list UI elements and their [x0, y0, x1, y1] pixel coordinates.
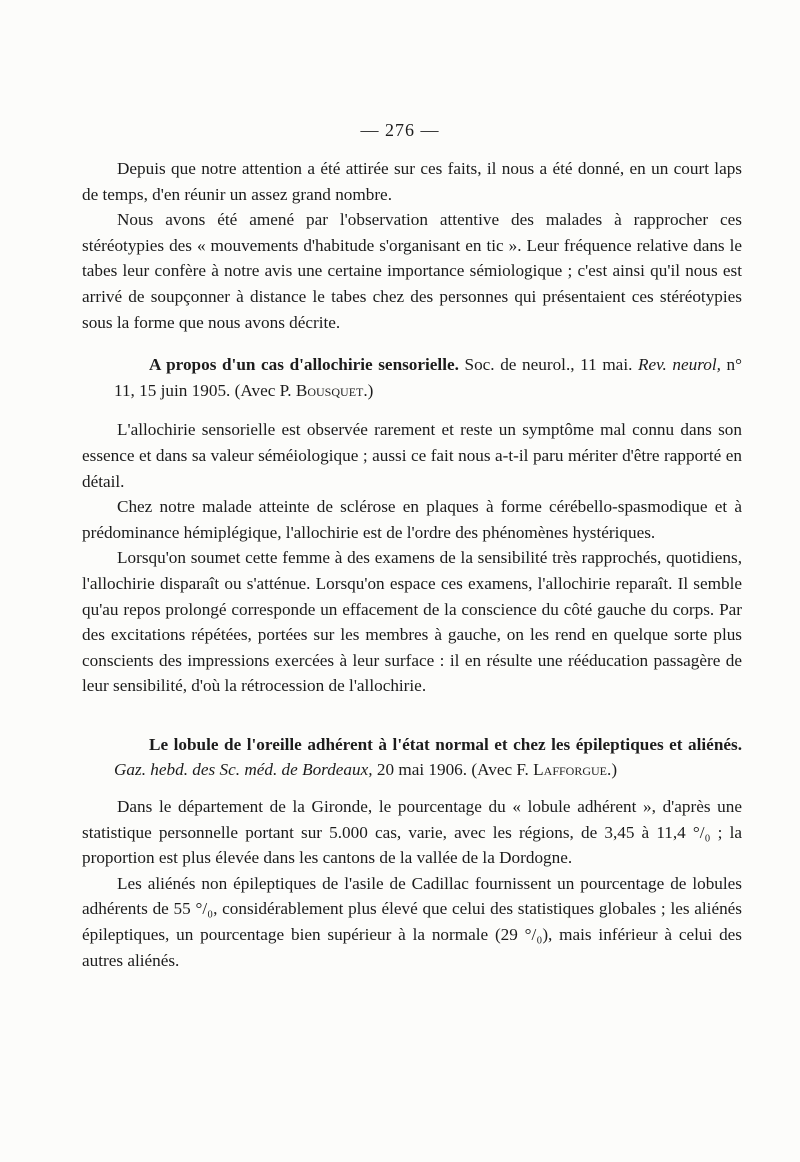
page-body [82, 156, 742, 973]
reference-coauthor: Lafforgue [533, 760, 608, 780]
body-paragraph: L'allochirie sensorielle est observée rarement et reste un symptôme mal connu dans son essence et dans sa valeur séméiologique ; aussi ce fait nous a-t-il paru mériter d'être rapporté en détail. [82, 420, 742, 491]
body-paragraph: Dans le département de la Gironde, le pourcentage du « lobule adhérent », d'après une statistique personnelle portant sur 5.000 cas, varie, avec les régions, de 3,45 à 11,4 °/₀ ; la proportion est plus élevée dans les cantons de la vallée de la Dordogne. [82, 797, 742, 868]
spacer [82, 403, 742, 417]
reference-journal: Rev. neurol, [638, 355, 721, 375]
body-paragraph: Depuis que notre attention a été attirée sur ces faits, il nous a été donné, en un court laps de temps, d'en réunir un assez grand nombre. [82, 159, 742, 204]
body-paragraph: Chez notre malade atteinte de sclérose en plaques à forme cérébello-spasmodique et à prédominance hémiplégique, l'allochirie est de l'ordre des phénomènes hystériques. [82, 497, 742, 542]
reference-closing: .) [363, 380, 374, 400]
body-paragraph: Lorsqu'on soumet cette femme à des examens de la sensibilité très rapprochés, quotidiens, l'allochirie disparaît ou s'atténue. Lorsqu'on espace ces examens, l'allochirie reparaît. Il semble qu'au repos prolongé corresponde un effacement de la conscience du côté gauche du corps. Par des excitations répétées, portées sur les membres à gauche, on les rend en quelque sorte plus conscients des impressions exercées à leur surface : il en résulte une rééducation passagère de leur sensibilité, d'où la rétrocession de l'allochirie. [82, 548, 742, 696]
reference-coauthor: Bousquet [295, 380, 364, 400]
reference-source: Soc. de neurol., 11 mai. [458, 355, 638, 375]
reference-closing: .) [607, 760, 618, 780]
reference-entry-allochirie [82, 352, 742, 403]
spacer [82, 783, 742, 794]
reference-title: A propos d'un cas d'allochirie sensorielle. [149, 355, 459, 375]
reference-entry-lobule [82, 732, 742, 783]
body-paragraph: Nous avons été amené par l'observation attentive des malades à rapprocher ces stéréotypies des « mouvements d'habitude s'organisant en tic ». Leur fréquence relative dans le tabes leur confère à notre avis une certaine importance sémiologique ; c'est ainsi qu'il nous est arrivé de soupçonner à distance le tabes chez des personnes qui présentaient ces stéréotypies sous la forme que nous avons décrite. [82, 210, 742, 332]
spacer [82, 335, 742, 352]
spacer [82, 699, 742, 732]
reference-journal: Gaz. hebd. des Sc. méd. de Bordeaux, [114, 760, 373, 780]
reference-details: n° 11, 15 juin 1905. (Avec P. [114, 355, 742, 400]
reference-details: 20 mai 1906. (Avec F. [372, 760, 534, 780]
page-number: — 276 — [360, 120, 440, 140]
body-paragraph: Les aliénés non épileptiques de l'asile de Cadillac fournissent un pourcentage de lobules adhérents de 55 °/₀, considérablement plus élevé que celui des statistiques globales ; les aliénés épileptiques, un pourcentage bien supérieur à la normale (29 °/₀), mais inférieur à celui des autres aliénés. [82, 873, 742, 970]
reference-title: Le lobule de l'oreille adhérent à l'état normal et chez les épileptiques et aliénés. [149, 734, 742, 754]
